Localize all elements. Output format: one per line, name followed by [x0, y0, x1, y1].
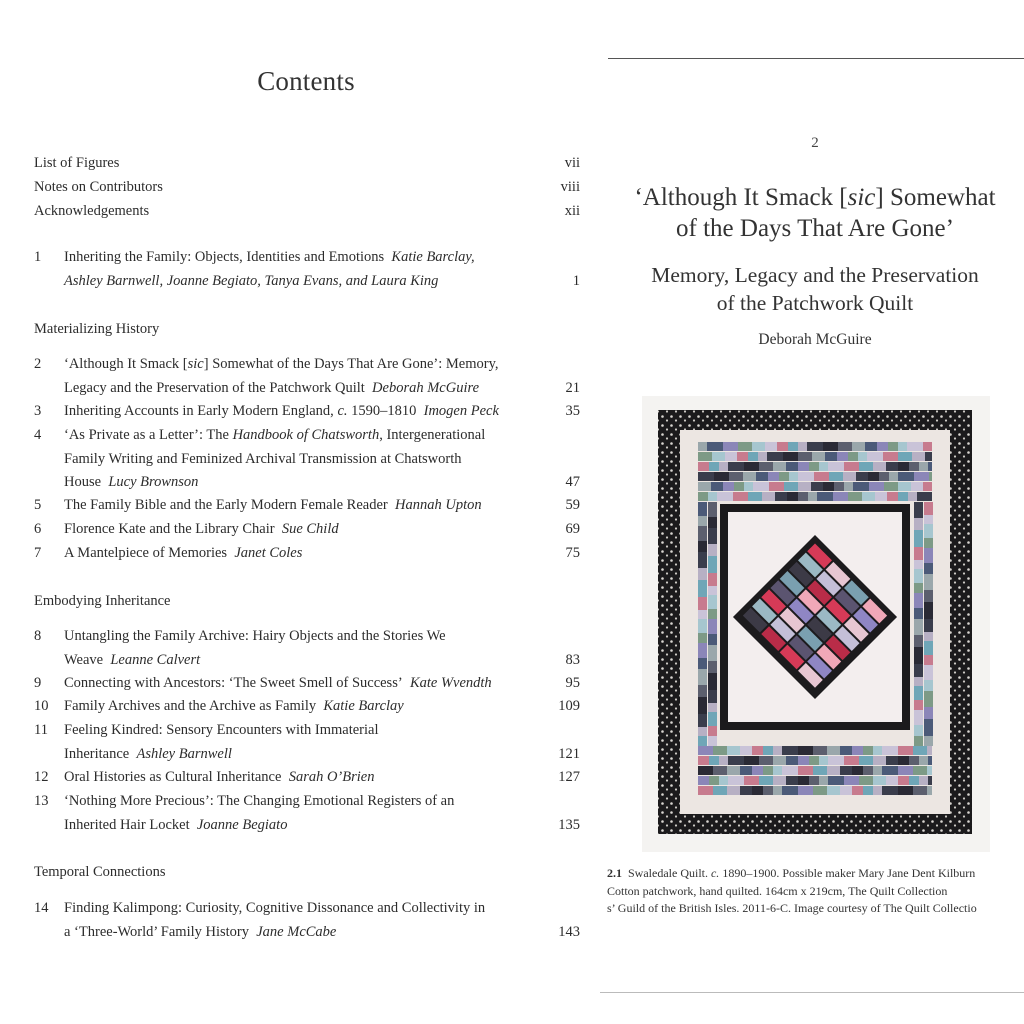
page-number: 47 [565, 474, 580, 490]
page-number: 59 [565, 497, 580, 513]
chapter-title: Family Archives and the Archive as Family [64, 698, 317, 714]
sic-italic: sic [187, 356, 204, 372]
chapter-title-part: Family Writing and Feminized Archival Transmission at Chatsworth [64, 450, 462, 467]
page-number: 143 [558, 923, 580, 940]
page-number: 69 [565, 521, 580, 537]
chapter-number: 11 [34, 722, 48, 738]
page-number: 75 [565, 545, 580, 561]
chapter-title: Oral Histories as Cultural Inheritance [64, 769, 282, 785]
chapter-author: Katie Barclay, [391, 249, 475, 265]
subtitle-part: Memory, Legacy and the Preservation [651, 263, 979, 287]
chapter-author-heading: Deborah McGuire [758, 331, 872, 348]
chapter-author: Janet Coles [234, 545, 303, 561]
chapter-number: 8 [34, 628, 42, 644]
chapter-number: 3 [34, 403, 42, 419]
chapter-title-part: ‘As Private as a Letter’: The [64, 427, 229, 443]
caption-line: s’ Guild of the British Isles. 2011-6-C. Image courtesy of The Quilt Collectio [607, 901, 977, 915]
circa-italic: c. [337, 403, 348, 419]
chapter-title-part: Inheriting Accounts in Early Modern England, [64, 403, 334, 419]
front-matter-label: List of Figures [34, 155, 120, 171]
title-part: ] Somewhat [875, 184, 996, 211]
chapter-number: 2 [34, 356, 42, 372]
chapter-author: Jane McCabe [256, 923, 337, 940]
chapter-title: Inheriting the Family: Objects, Identities and Emotions [64, 249, 385, 265]
chapter-title-part: ‘Nothing More Precious’: The Changing Emotional Registers of an [64, 793, 455, 809]
chapter-author: Ashley Barnwell [136, 745, 232, 762]
chapter-title-part: 1590–1810 [351, 403, 417, 419]
chapter-author: Kate Wvendth [409, 675, 492, 691]
chapter-title: A Mantelpiece of Memories [64, 545, 228, 561]
chapter-number: 6 [34, 521, 42, 537]
chapter-title-part: a ‘Three-World’ Family History [64, 923, 249, 940]
chapter-number: 12 [34, 769, 49, 785]
page-number: xii [564, 203, 580, 219]
chapter-title: Connecting with Ancestors: ‘The Sweet Smell of Success’ [64, 675, 403, 691]
chapter-title-part: House [64, 474, 102, 490]
chapter-title-part: Legacy and the Preservation of the Patchwork Quilt [64, 379, 365, 396]
caption-part: Swaledale Quilt. [628, 866, 708, 880]
chapter-title: Florence Kate and the Library Chair [64, 521, 275, 537]
section-heading: Embodying Inheritance [34, 593, 171, 609]
page-number: 127 [558, 769, 580, 785]
page-number: vii [564, 155, 580, 171]
book-title-italic: Handbook of Chatsworth [232, 427, 380, 443]
subtitle-part: of the Patchwork Quilt [716, 291, 914, 315]
chapter-author: Hannah Upton [395, 497, 482, 513]
page-number: 83 [565, 651, 580, 668]
page-number: 95 [565, 675, 580, 691]
chapter-title-part: Untangling the Family Archive: Hairy Objects and the Stories We [64, 628, 446, 644]
chapter-number: 5 [34, 497, 42, 513]
page-number: 35 [565, 403, 580, 419]
chapter-number: 13 [34, 793, 49, 809]
chapter-title-heading [600, 182, 1024, 244]
chapter-title-part: Inherited Hair Locket [64, 816, 190, 833]
header-rule [608, 58, 1024, 59]
page-number: 135 [558, 816, 580, 833]
chapter-title-part: , Intergenerational [379, 427, 486, 443]
chapter-title-part: Inheritance [64, 745, 130, 762]
chapter-title-part: Feeling Kindred: Sensory Encounters with Immaterial [64, 722, 379, 738]
chapter-author: Joanne Begiato [196, 816, 288, 833]
chapter-author: Ashley Barnwell, Joanne Begiato, Tanya Evans, and Laura King [64, 272, 439, 289]
figure-caption [607, 865, 1024, 918]
caption-line: Cotton patchwork, hand quilted. 164cm x 219cm, The Quilt Collection [607, 883, 948, 898]
figure-number: 2.1 [607, 866, 622, 880]
page-number: 121 [558, 745, 580, 762]
chapter-number: 7 [34, 545, 42, 561]
chapter-title-part: Weave [64, 651, 104, 668]
quilt-photograph [642, 396, 990, 852]
chapter-title-part: Finding Kalimpong: Curiosity, Cognitive Dissonance and Collectivity in [64, 900, 486, 916]
chapter-author: Deborah McGuire [372, 379, 480, 396]
page-number: 21 [565, 379, 580, 396]
chapter-author: Leanne Calvert [110, 651, 201, 668]
page-number: 109 [558, 698, 580, 714]
chapter-author: Sue Child [281, 521, 339, 537]
caption-part: 1890–1900. Possible maker Mary Jane Dent Kilburn [722, 866, 976, 880]
title-part: of the Days That Are Gone’ [676, 215, 954, 242]
front-matter-label: Notes on Contributors [34, 179, 163, 195]
section-heading: Materializing History [34, 321, 160, 337]
contents-title: Contents [257, 66, 355, 96]
patchwork-quilt-illustration [642, 396, 990, 852]
chapter-title: The Family Bible and the Early Modern Female Reader [64, 497, 388, 513]
chapter-author: Sarah O’Brien [288, 769, 375, 785]
sic-italic: sic [847, 184, 876, 211]
circa-italic: c. [710, 866, 720, 880]
page-number: viii [560, 179, 580, 195]
chapter-subtitle [600, 261, 1024, 317]
chapter-number: 4 [34, 427, 42, 443]
chapter-opener-page [600, 0, 1024, 1024]
chapter-number: 1 [34, 249, 42, 265]
chapter-number: 10 [34, 698, 49, 714]
chapter-number-heading: 2 [811, 135, 819, 151]
title-part: ‘Although It Smack [ [634, 184, 848, 211]
chapter-author: Lucy Brownson [108, 474, 199, 490]
chapter-number: 14 [34, 900, 49, 916]
chapter-title-part: ‘Although It Smack [ [64, 356, 188, 372]
chapter-author: Imogen Peck [423, 403, 499, 419]
chapter-author: Katie Barclay [323, 698, 404, 714]
front-matter-label: Acknowledgements [34, 203, 150, 219]
footer-rule [600, 992, 1024, 993]
chapter-number: 9 [34, 675, 42, 691]
page-number: 1 [572, 272, 580, 289]
section-heading: Temporal Connections [34, 864, 166, 880]
chapter-title-part: ] Somewhat of the Days That Are Gone’: Memory, [203, 356, 499, 372]
